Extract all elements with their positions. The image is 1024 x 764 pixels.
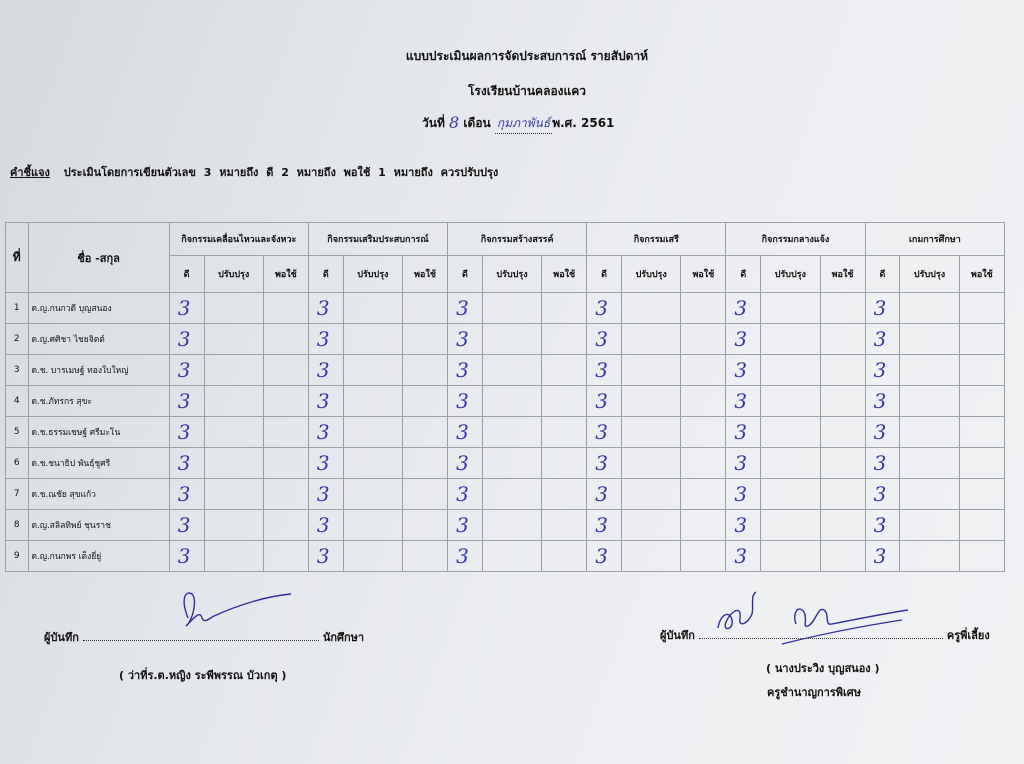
score-fair-cell — [681, 355, 726, 386]
score-fair-cell — [263, 448, 308, 479]
score-good-cell: 3 — [587, 541, 622, 572]
date-day-handwritten: 8 — [449, 113, 460, 132]
student-name: ด.ช.ธรรมเชษฐ์ ศรีมะโน — [28, 417, 169, 448]
score-fair-cell — [263, 541, 308, 572]
score-fair-cell — [820, 324, 865, 355]
score-good-cell: 3 — [169, 541, 204, 572]
score-fair-cell — [820, 541, 865, 572]
score-fair-cell — [403, 510, 448, 541]
score-improve-cell — [761, 541, 820, 572]
score-improve-cell — [343, 324, 402, 355]
student-name: ด.ญ.กนกพร เต็งยี่ยู่ — [28, 541, 169, 572]
score-good-cell: 3 — [308, 510, 343, 541]
score-good-cell: 3 — [726, 324, 761, 355]
left-role: นักศึกษา — [322, 631, 365, 644]
score-fair-cell — [959, 355, 1004, 386]
student-name: ด.ช. บารเมษฐ์ ทองใบใหญ่ — [28, 355, 169, 386]
score-good-cell: 3 — [308, 479, 343, 510]
score-good-cell: 3 — [308, 293, 343, 324]
subheader-good: ดี — [865, 256, 900, 293]
score-improve-cell — [204, 479, 263, 510]
score-good-cell: 3 — [726, 417, 761, 448]
score-improve-cell — [343, 448, 402, 479]
score-good-cell: 3 — [448, 479, 483, 510]
score-improve-cell — [343, 417, 402, 448]
score-improve-cell — [622, 541, 681, 572]
score-improve-cell — [343, 293, 402, 324]
table-row — [6, 355, 1005, 386]
date-year: พ.ศ. 2561 — [552, 116, 615, 130]
instructions-label: คำชี้แจง — [10, 166, 50, 179]
score-improve-cell — [900, 510, 959, 541]
score-improve-cell — [343, 386, 402, 417]
score-good-cell: 3 — [308, 386, 343, 417]
score-improve-cell — [761, 324, 820, 355]
student-name: ด.ช.ภัทรกร สุขะ — [28, 386, 169, 417]
score-good-cell: 3 — [308, 355, 343, 386]
score-good-cell: 3 — [169, 479, 204, 510]
score-good-cell: 3 — [448, 448, 483, 479]
activity-header: กิจกรรมเคลื่อนไหวและจังหวะ — [169, 223, 308, 256]
score-fair-cell — [681, 324, 726, 355]
subheader-good: ดี — [587, 256, 622, 293]
subheader-fair: พอใช้ — [403, 256, 448, 293]
score-improve-cell — [761, 293, 820, 324]
subheader-fair: พอใช้ — [820, 256, 865, 293]
score-good-cell: 3 — [726, 448, 761, 479]
left-dotted-line — [83, 640, 319, 641]
score-improve-cell — [343, 355, 402, 386]
score-good-cell: 3 — [448, 293, 483, 324]
score-improve-cell — [900, 355, 959, 386]
subheader-improve: ปรับปรุง — [204, 256, 263, 293]
score-fair-cell — [959, 324, 1004, 355]
score-good-cell: 3 — [448, 386, 483, 417]
score-good-cell: 3 — [726, 510, 761, 541]
score-fair-cell — [542, 293, 587, 324]
score-fair-cell — [403, 541, 448, 572]
score-improve-cell — [343, 510, 402, 541]
score-good-cell: 3 — [448, 324, 483, 355]
score-improve-cell — [900, 293, 959, 324]
score-fair-cell — [403, 355, 448, 386]
right-dotted-line — [699, 638, 943, 639]
row-number: 9 — [6, 541, 29, 572]
subheader-good: ดี — [308, 256, 343, 293]
score-good-cell: 3 — [865, 355, 900, 386]
score-fair-cell — [820, 355, 865, 386]
left-recorder-label: ผู้บันทึก — [44, 631, 79, 644]
document-title: แบบประเมินผลการจัดประสบการณ์ รายสัปดาห์ — [405, 49, 649, 63]
subheader-fair: พอใช้ — [681, 256, 726, 293]
score-improve-cell — [204, 355, 263, 386]
date-line — [422, 112, 614, 134]
left-signature-line — [44, 628, 364, 646]
score-fair-cell — [959, 386, 1004, 417]
score-fair-cell — [263, 510, 308, 541]
score-fair-cell — [681, 293, 726, 324]
score-good-cell: 3 — [865, 417, 900, 448]
score-good-cell: 3 — [169, 355, 204, 386]
score-fair-cell — [959, 541, 1004, 572]
student-name: ด.ญ.สลิลทิพย์ ชุนราช — [28, 510, 169, 541]
school-name: โรงเรียนบ้านคลองแคว — [467, 84, 587, 98]
score-good-cell: 3 — [726, 355, 761, 386]
row-number: 7 — [6, 479, 29, 510]
right-role: ครูพี่เลี้ยง — [946, 629, 990, 642]
score-fair-cell — [403, 479, 448, 510]
score-good-cell: 3 — [308, 541, 343, 572]
score-improve-cell — [761, 510, 820, 541]
score-good-cell: 3 — [587, 479, 622, 510]
score-good-cell: 3 — [726, 541, 761, 572]
score-fair-cell — [542, 510, 587, 541]
score-fair-cell — [681, 541, 726, 572]
score-improve-cell — [622, 448, 681, 479]
score-good-cell: 3 — [308, 324, 343, 355]
score-improve-cell — [761, 479, 820, 510]
instructions — [10, 163, 498, 181]
score-good-cell: 3 — [448, 510, 483, 541]
score-good-cell: 3 — [865, 510, 900, 541]
subheader-fair: พอใช้ — [542, 256, 587, 293]
score-fair-cell — [681, 386, 726, 417]
score-fair-cell — [542, 479, 587, 510]
row-number: 8 — [6, 510, 29, 541]
score-good-cell: 3 — [865, 448, 900, 479]
score-improve-cell — [482, 355, 541, 386]
score-fair-cell — [403, 448, 448, 479]
score-improve-cell — [622, 479, 681, 510]
date-month-label: เดือน — [463, 116, 491, 130]
score-improve-cell — [622, 355, 681, 386]
score-improve-cell — [761, 386, 820, 417]
score-fair-cell — [820, 417, 865, 448]
instructions-text: ประเมินโดยการเขียนตัวเลข 3 หมายถึง ดี 2 หมายถึง พอใช้ 1 หมายถึง ควรปรับปรุง — [63, 166, 499, 179]
table-row — [6, 510, 1005, 541]
date-prefix: วันที่ — [422, 116, 445, 130]
score-improve-cell — [482, 510, 541, 541]
subheader-improve: ปรับปรุง — [482, 256, 541, 293]
score-good-cell: 3 — [448, 541, 483, 572]
score-good-cell: 3 — [587, 448, 622, 479]
table-row — [6, 541, 1005, 572]
row-number: 3 — [6, 355, 29, 386]
score-improve-cell — [900, 479, 959, 510]
left-signer-name: ( ว่าที่ร.ต.หญิง ระพีพรรณ บัวเกตุ ) — [119, 669, 287, 682]
table-row — [6, 417, 1005, 448]
score-improve-cell — [622, 293, 681, 324]
score-improve-cell — [900, 417, 959, 448]
table-row — [6, 324, 1005, 355]
score-improve-cell — [900, 386, 959, 417]
score-good-cell: 3 — [448, 355, 483, 386]
score-good-cell: 3 — [587, 386, 622, 417]
score-good-cell: 3 — [865, 386, 900, 417]
score-fair-cell — [263, 417, 308, 448]
score-fair-cell — [542, 355, 587, 386]
score-improve-cell — [204, 448, 263, 479]
score-fair-cell — [403, 293, 448, 324]
score-fair-cell — [403, 417, 448, 448]
score-improve-cell — [900, 448, 959, 479]
score-improve-cell — [761, 448, 820, 479]
score-fair-cell — [820, 293, 865, 324]
score-improve-cell — [343, 479, 402, 510]
score-fair-cell — [263, 324, 308, 355]
date-month-handwritten: กุมภาพันธ์ — [495, 114, 552, 134]
score-good-cell: 3 — [308, 417, 343, 448]
right-recorder-label: ผู้บันทึก — [660, 629, 695, 642]
score-improve-cell — [900, 324, 959, 355]
score-improve-cell — [622, 324, 681, 355]
table-row — [6, 479, 1005, 510]
score-good-cell: 3 — [169, 417, 204, 448]
evaluation-table — [5, 222, 1005, 572]
score-improve-cell — [482, 448, 541, 479]
score-fair-cell — [820, 510, 865, 541]
score-fair-cell — [403, 324, 448, 355]
score-good-cell: 3 — [169, 448, 204, 479]
score-good-cell: 3 — [448, 417, 483, 448]
score-fair-cell — [681, 479, 726, 510]
score-improve-cell — [204, 417, 263, 448]
score-fair-cell — [403, 386, 448, 417]
column-header-no: ที่ — [6, 223, 29, 293]
score-fair-cell — [263, 386, 308, 417]
score-improve-cell — [204, 541, 263, 572]
score-fair-cell — [542, 448, 587, 479]
score-good-cell: 3 — [726, 293, 761, 324]
score-fair-cell — [959, 510, 1004, 541]
score-fair-cell — [820, 448, 865, 479]
score-fair-cell — [681, 417, 726, 448]
right-signer-name: ( นางประวิง บุญสนอง ) — [766, 662, 880, 675]
score-improve-cell — [204, 293, 263, 324]
score-fair-cell — [263, 355, 308, 386]
score-improve-cell — [482, 293, 541, 324]
subheader-fair: พอใช้ — [959, 256, 1004, 293]
score-improve-cell — [482, 541, 541, 572]
score-improve-cell — [482, 386, 541, 417]
score-good-cell: 3 — [726, 479, 761, 510]
row-number: 6 — [6, 448, 29, 479]
score-good-cell: 3 — [726, 386, 761, 417]
score-fair-cell — [959, 417, 1004, 448]
student-name: ด.ช.ณชัย สุขแก้ว — [28, 479, 169, 510]
subheader-improve: ปรับปรุง — [900, 256, 959, 293]
column-header-name: ชื่อ -สกุล — [28, 223, 169, 293]
score-good-cell: 3 — [308, 448, 343, 479]
score-fair-cell — [820, 479, 865, 510]
score-improve-cell — [761, 417, 820, 448]
score-improve-cell — [482, 417, 541, 448]
score-improve-cell — [343, 541, 402, 572]
score-good-cell: 3 — [587, 510, 622, 541]
student-name: ด.ช.ชนาธิป พันธุ์ชูศรี — [28, 448, 169, 479]
subheader-good: ดี — [169, 256, 204, 293]
row-number: 4 — [6, 386, 29, 417]
subheader-fair: พอใช้ — [263, 256, 308, 293]
score-good-cell: 3 — [865, 479, 900, 510]
score-improve-cell — [761, 355, 820, 386]
score-fair-cell — [263, 479, 308, 510]
score-improve-cell — [900, 541, 959, 572]
right-signer-position: ครูชำนาญการพิเศษ — [767, 686, 861, 699]
row-number: 2 — [6, 324, 29, 355]
table-row — [6, 386, 1005, 417]
score-fair-cell — [542, 417, 587, 448]
row-number: 1 — [6, 293, 29, 324]
activity-header: กิจกรรมกลางแจ้ง — [726, 223, 865, 256]
table-row — [6, 448, 1005, 479]
score-good-cell: 3 — [587, 355, 622, 386]
score-fair-cell — [820, 386, 865, 417]
score-fair-cell — [542, 324, 587, 355]
activity-header: กิจกรรมเสริมประสบการณ์ — [308, 223, 447, 256]
score-good-cell: 3 — [169, 293, 204, 324]
score-fair-cell — [263, 293, 308, 324]
score-fair-cell — [959, 448, 1004, 479]
score-improve-cell — [204, 386, 263, 417]
student-name: ด.ญ.ศศิชา ไชยจิตต์ — [28, 324, 169, 355]
score-fair-cell — [681, 448, 726, 479]
score-good-cell: 3 — [169, 510, 204, 541]
score-good-cell: 3 — [169, 386, 204, 417]
subheader-improve: ปรับปรุง — [761, 256, 820, 293]
subheader-good: ดี — [726, 256, 761, 293]
row-number: 5 — [6, 417, 29, 448]
score-good-cell: 3 — [865, 324, 900, 355]
score-improve-cell — [482, 479, 541, 510]
subheader-improve: ปรับปรุง — [622, 256, 681, 293]
score-good-cell: 3 — [169, 324, 204, 355]
student-name: ด.ญ.กนกวดี บุญสนอง — [28, 293, 169, 324]
score-fair-cell — [542, 541, 587, 572]
score-good-cell: 3 — [587, 417, 622, 448]
activity-header: กิจกรรมเสรี — [587, 223, 726, 256]
score-improve-cell — [622, 417, 681, 448]
score-fair-cell — [542, 386, 587, 417]
score-good-cell: 3 — [587, 324, 622, 355]
score-good-cell: 3 — [865, 541, 900, 572]
score-improve-cell — [622, 386, 681, 417]
score-fair-cell — [681, 510, 726, 541]
subheader-good: ดี — [448, 256, 483, 293]
score-good-cell: 3 — [587, 293, 622, 324]
subheader-improve: ปรับปรุง — [343, 256, 402, 293]
activity-header: เกมการศึกษา — [865, 223, 1004, 256]
score-fair-cell — [959, 293, 1004, 324]
score-improve-cell — [622, 510, 681, 541]
right-signature-line — [660, 626, 990, 644]
activity-header: กิจกรรมสร้างสรรค์ — [448, 223, 587, 256]
score-good-cell: 3 — [865, 293, 900, 324]
score-improve-cell — [204, 510, 263, 541]
table-row — [6, 293, 1005, 324]
score-improve-cell — [482, 324, 541, 355]
score-fair-cell — [959, 479, 1004, 510]
score-improve-cell — [204, 324, 263, 355]
table-body — [6, 293, 1005, 572]
